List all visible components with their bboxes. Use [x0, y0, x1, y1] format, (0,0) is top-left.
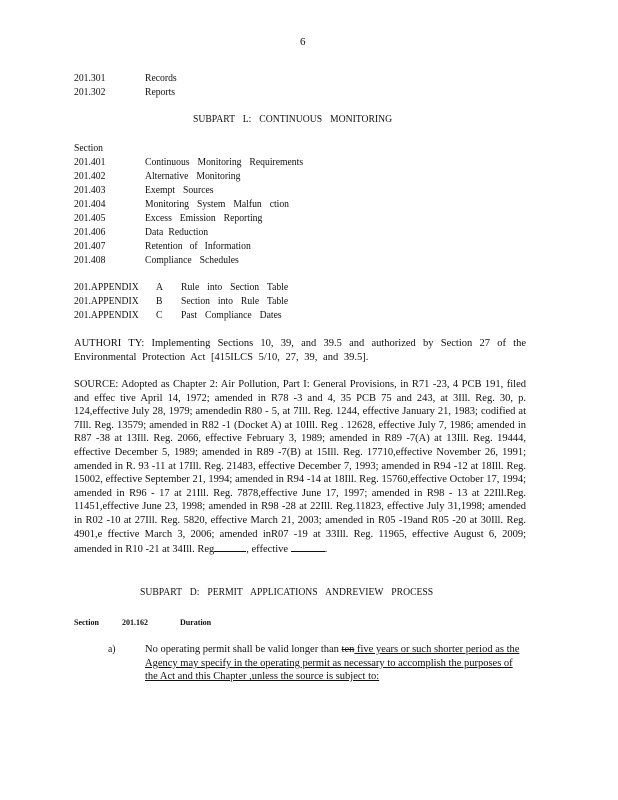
appendix-title: Past Compliance Dates [181, 310, 282, 321]
subpart-l-heading: SUBPART L: CONTINUOUS MONITORING [193, 114, 393, 125]
appendix-title: Rule into Section Table [181, 282, 289, 293]
entry-code: 201.407 [74, 241, 106, 252]
appendix-code: 201.APPENDIX [74, 310, 139, 321]
entry-code: 201.403 [74, 185, 106, 196]
entry-code: 201.406 [74, 227, 106, 238]
source-tail-mid: , effective [246, 544, 289, 556]
entry-code: 201.408 [74, 255, 106, 266]
section-number: 201.162 [122, 618, 148, 627]
entry-code: 201.301 [74, 73, 106, 84]
entry-code: 201.302 [74, 87, 106, 98]
appendix-code: 201.APPENDIX [74, 282, 139, 293]
section-label: Section [74, 143, 103, 154]
source-text: SOURCE: Adopted as Chapter 2: Air Pollution, Part I: General Provisions, in R71 -23, 4 PCB 191, filed and effec tive April 14, 1972; amended in R78 -3 and 4, 35 PCB 75 and 243, at 3Ill. Reg. 30, p. 124,effective July 28, 1979; amendedin R80 - 5, at 7Ill. Reg. 1244, effective January 21, 1983; codified at 7Ill. Reg. 13579; amended in R82 -1 (Docket A) at 10Ill. Reg . 12628, effective July 7, 1986; amended in R87 -38 at 13Ill. Reg. 2066, effective February 3, 1989; amended in R89 -7(A) at 13Ill. Reg. 19444, effective December 5, 1989; amended in R89 -7(B) at 15Ill. Reg. 17710,effective November 26, 1991; amended in R. 93 -11 at 17Ill. Reg. 21483, effective December 7, 1993; amended in R94 -12 at 18Ill. Reg. 15002, effective September 21, 1994; amended in R94 -14 at 18Ill. Reg. 15760,effective October 17, 1994; amended in R96 - 17 at 21Ill. Reg. 7878,effective June 17, 1997; amended in R98 - 13 at 22Ill.Reg. 11451,effective June 23, 1998; amended in R98 -28 at 22Ill. Reg.11823, effective July 31,1998; amended in R02 -10 at 27Ill. Reg. 5820, effective March 21, 2003; amended in R05 -19and R05 -20 at 30Ill. Reg. 4901,e ffective March 3, 2006; amended inR07 -19 at 33Ill. Reg. 11965, effective August 6, 2009; amended in R10 -21 at 34Ill. Reg [74, 379, 526, 556]
item-a-text [145, 643, 527, 684]
appendix-title: Section into Rule Table [181, 296, 289, 307]
source-note [74, 378, 526, 557]
section-label: Section [74, 618, 99, 627]
blank-line [214, 541, 246, 552]
item-a-struck: ten [341, 644, 355, 655]
entry-title: Exempt Sources [145, 185, 214, 196]
entry-title: Excess Emission Reporting [145, 213, 263, 224]
entry-title: Monitoring System Malfun ction [145, 199, 290, 210]
appendix-code: 201.APPENDIX [74, 296, 139, 307]
entry-title: Retention of Information [145, 241, 251, 252]
appendix-letter: C [156, 310, 163, 321]
entry-title: Reports [145, 87, 176, 98]
authority-note: AUTHORI TY: Implementing Sections 10, 39, and 39.5 and authorized by Section 27 of the Environmental Protection Act [415ILCS 5/10, 27, 39, and 39.5]. [74, 338, 526, 363]
section-title: Duration [180, 618, 212, 627]
entry-title: Records [145, 73, 177, 84]
entry-title: Alternative Monitoring [145, 171, 241, 182]
item-label: a) [108, 644, 116, 655]
entry-code: 201.405 [74, 213, 106, 224]
source-tail-end: . [324, 544, 328, 556]
entry-title: Data Reduction [145, 227, 209, 238]
entry-title: Continuous Monitoring Requirements [145, 157, 304, 168]
blank-line [291, 541, 325, 552]
entry-title: Compliance Schedules [145, 255, 239, 266]
item-a-after: five years or such shorter period as the Agency may specify in the operating permit as necessary to accomplish the purposes of the Act and this Chapter ,unless the source is subject to: [145, 644, 520, 683]
page-number: 6 [300, 36, 306, 48]
appendix-letter: B [156, 296, 163, 307]
subpart-d-heading: SUBPART D: PERMIT APPLICATIONS ANDREVIEW PROCESS [140, 587, 434, 598]
item-a-before: No operating permit shall be valid longer than [145, 644, 342, 655]
entry-code: 201.402 [74, 171, 106, 182]
appendix-letter: A [156, 282, 163, 293]
entry-code: 201.404 [74, 199, 106, 210]
entry-code: 201.401 [74, 157, 106, 168]
